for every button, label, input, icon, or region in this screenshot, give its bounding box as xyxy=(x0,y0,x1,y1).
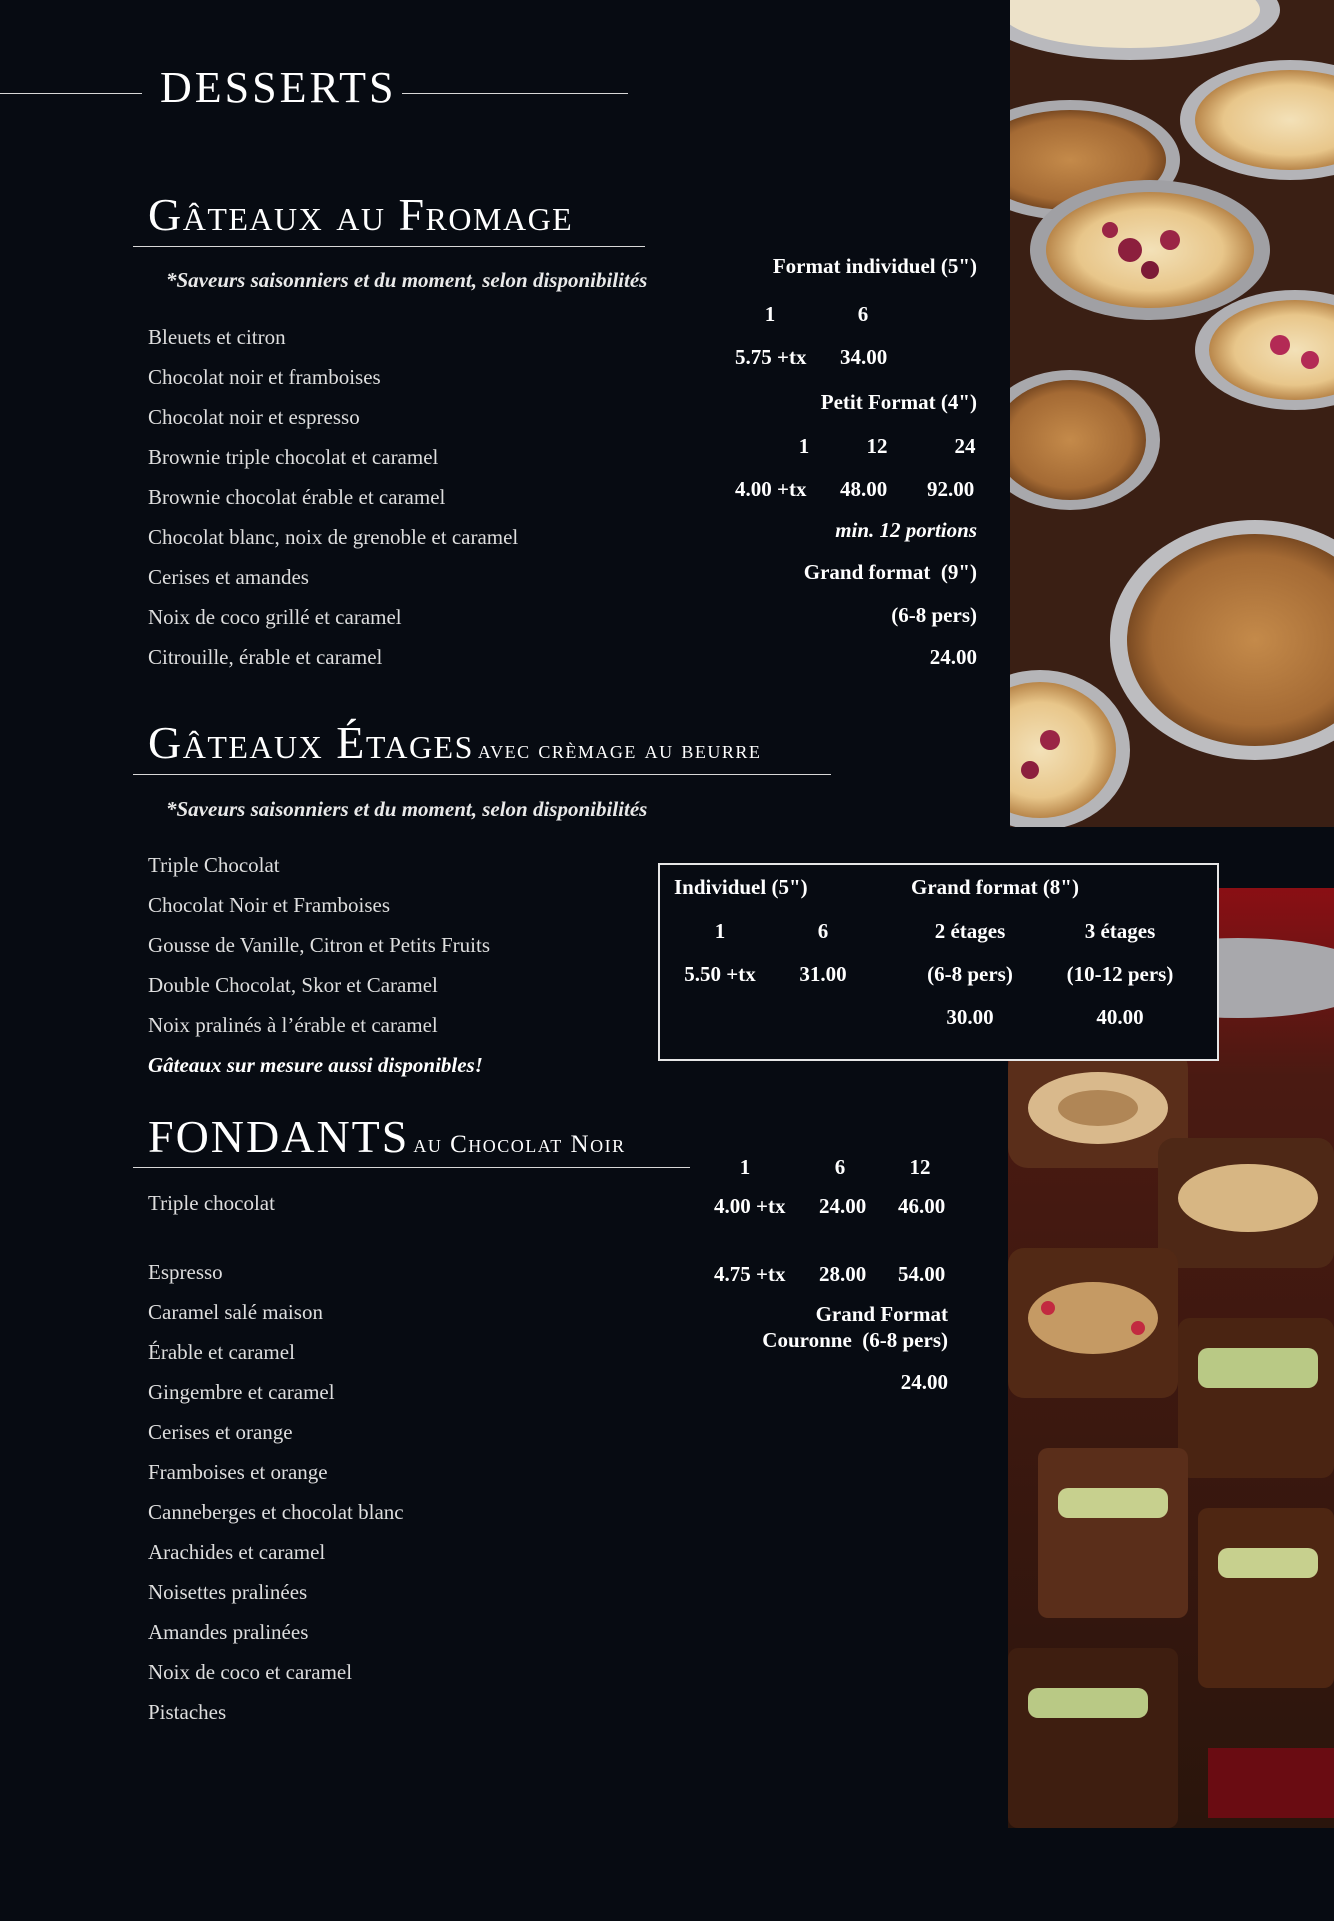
layer-cake-qty: 1 xyxy=(714,919,726,943)
cheesecake-item: Noix de coco grillé et caramel xyxy=(148,605,402,629)
cheesecake-section-title: Gâteaux au Fromage xyxy=(148,189,574,240)
cheesecake-qty: 12 xyxy=(866,434,888,458)
cheesecake-qty: 24 xyxy=(954,434,976,458)
fondants-price: 46.00 xyxy=(898,1194,946,1218)
cheesecake-price: 4.00 +tx xyxy=(735,477,807,501)
cheesecake-small-min: min. 12 portions xyxy=(835,518,977,542)
fondants-item: Noix de coco et caramel xyxy=(148,1660,353,1684)
layer-cake-subtitle: avec crèmage au beurre xyxy=(477,737,762,764)
cheesecake-price: 92.00 xyxy=(927,477,975,501)
fondants-item: Érable et caramel xyxy=(148,1340,295,1364)
fondants-title: FONDANTS xyxy=(148,1111,410,1162)
fondants-price: 54.00 xyxy=(898,1262,946,1286)
layer-cake-title: Gâteaux Étages xyxy=(148,717,474,768)
layer-cake-tier-people: (10-12 pers) xyxy=(1066,962,1174,986)
header-rule-right xyxy=(402,93,628,94)
fondants-title-rule xyxy=(133,1167,690,1168)
cheesecake-small-label: Petit Format (4") xyxy=(820,390,977,414)
fondants-item: Gingembre et caramel xyxy=(148,1380,335,1404)
layer-cake-item: Triple Chocolat xyxy=(148,853,280,877)
cheesecake-item: Citrouille, érable et caramel xyxy=(148,645,383,669)
cheesecake-title-rule xyxy=(133,246,645,247)
cheesecake-price: 5.75 +tx xyxy=(735,345,807,369)
layer-cake-item: Chocolat Noir et Framboises xyxy=(148,893,391,917)
fondants-crown-price: 24.00 xyxy=(900,1370,948,1394)
layer-cake-custom-note: Gâteaux sur mesure aussi disponibles! xyxy=(148,1053,483,1077)
layer-cake-section-title xyxy=(148,716,761,769)
layer-cake-large-label: Grand format (8") xyxy=(911,875,1079,899)
layer-cake-price: 31.00 xyxy=(799,962,847,986)
cheesecake-qty: 1 xyxy=(798,434,810,458)
layer-cake-price: 5.50 +tx xyxy=(684,962,756,986)
fondants-item: Canneberges et chocolat blanc xyxy=(148,1500,404,1524)
cheesecake-photo xyxy=(1010,0,1334,827)
cheesecake-item: Brownie chocolat érable et caramel xyxy=(148,485,446,509)
cheesecake-item: Chocolat noir et framboises xyxy=(148,365,381,389)
fondants-item: Espresso xyxy=(148,1260,223,1284)
layer-cake-note: *Saveurs saisonniers et du moment, selon disponibilités xyxy=(166,797,648,821)
fondants-item: Arachides et caramel xyxy=(148,1540,326,1564)
cheesecake-price: 34.00 xyxy=(840,345,888,369)
cheesecake-photo-drawing xyxy=(1010,0,1334,827)
fondants-item: Noisettes pralinées xyxy=(148,1580,308,1604)
cheesecake-price: 48.00 xyxy=(840,477,888,501)
layer-cake-price-box xyxy=(658,863,1219,1061)
fondants-price: 28.00 xyxy=(819,1262,867,1286)
cheesecake-item: Bleuets et citron xyxy=(148,325,286,349)
cheesecake-item: Cerises et amandes xyxy=(148,565,309,589)
cheesecake-note: *Saveurs saisonniers et du moment, selon disponibilités xyxy=(166,268,648,292)
layer-cake-title-rule xyxy=(133,774,831,775)
fondants-qty: 6 xyxy=(834,1155,846,1179)
cheesecake-qty: 1 xyxy=(764,302,776,326)
layer-cake-tier-people: (6-8 pers) xyxy=(927,962,1013,986)
fondants-first-item: Triple chocolat xyxy=(148,1191,275,1215)
page-title: DESSERTS xyxy=(160,63,397,112)
cheesecake-large-people: (6-8 pers) xyxy=(891,603,977,627)
cheesecake-large-price: 24.00 xyxy=(929,645,977,669)
cheesecake-qty: 6 xyxy=(857,302,869,326)
header-rule-left xyxy=(0,93,142,94)
fondants-crown-people: Couronne (6-8 pers) xyxy=(762,1328,948,1352)
fondants-section-title xyxy=(148,1110,626,1163)
layer-cake-item: Noix pralinés à l’érable et caramel xyxy=(148,1013,438,1037)
layer-cake-tier-price: 40.00 xyxy=(1096,1005,1144,1029)
fondants-crown-label: Grand Format xyxy=(815,1302,948,1326)
cheesecake-large-label: Grand format (9") xyxy=(803,560,977,584)
layer-cake-item: Double Chocolat, Skor et Caramel xyxy=(148,973,438,997)
layer-cake-tier-price: 30.00 xyxy=(946,1005,994,1029)
layer-cake-qty: 6 xyxy=(817,919,829,943)
fondants-item: Caramel salé maison xyxy=(148,1300,323,1324)
fondants-item: Cerises et orange xyxy=(148,1420,293,1444)
fondants-item: Framboises et orange xyxy=(148,1460,328,1484)
layer-cake-individual-label: Individuel (5") xyxy=(674,875,808,899)
cheesecake-item: Chocolat noir et espresso xyxy=(148,405,360,429)
layer-cake-tier: 3 étages xyxy=(1084,919,1156,943)
fondants-price: 4.00 +tx xyxy=(714,1194,786,1218)
layer-cake-item: Gousse de Vanille, Citron et Petits Fruits xyxy=(148,933,491,957)
fondants-item: Pistaches xyxy=(148,1700,227,1724)
cheesecake-individual-label: Format individuel (5") xyxy=(772,254,977,278)
cheesecake-item: Brownie triple chocolat et caramel xyxy=(148,445,439,469)
fondants-item: Amandes pralinées xyxy=(148,1620,309,1644)
fondants-subtitle: au Chocolat Noir xyxy=(413,1131,626,1158)
cheesecake-item: Chocolat blanc, noix de grenoble et caramel xyxy=(148,525,519,549)
fondants-price: 4.75 +tx xyxy=(714,1262,786,1286)
fondants-qty: 12 xyxy=(909,1155,931,1179)
fondants-price: 24.00 xyxy=(819,1194,867,1218)
fondants-qty: 1 xyxy=(739,1155,751,1179)
layer-cake-tier: 2 étages xyxy=(934,919,1006,943)
